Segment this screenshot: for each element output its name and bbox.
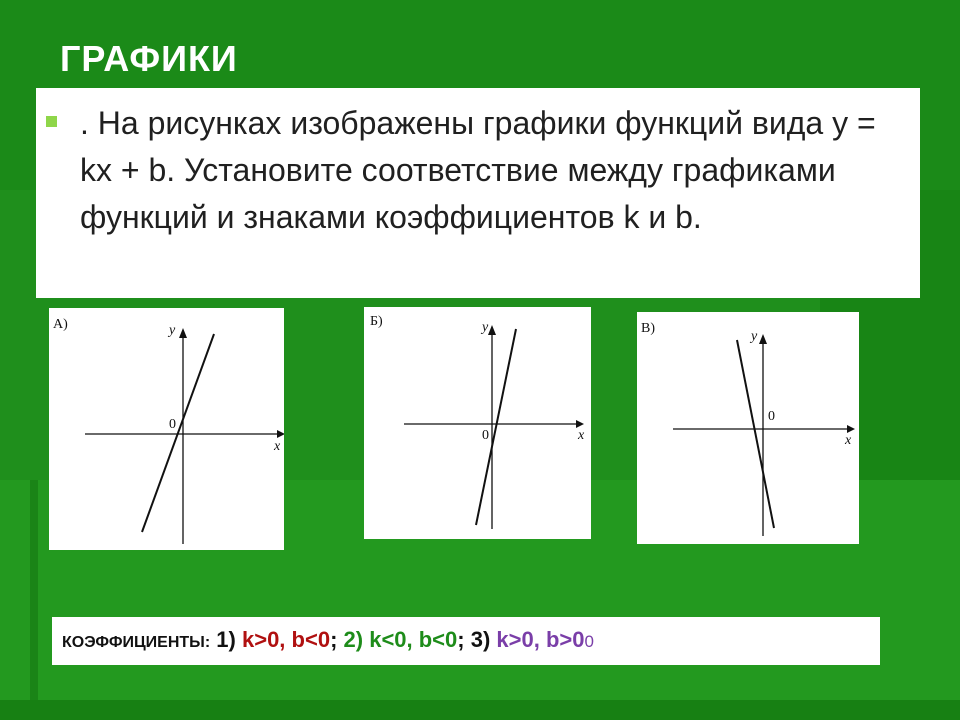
bullet-icon	[46, 116, 57, 127]
y-axis-arrow-icon	[179, 328, 187, 338]
origin-label: 0	[482, 428, 489, 443]
y-axis-arrow-icon	[759, 334, 767, 344]
option-1-separator: ;	[330, 627, 338, 652]
function-line	[142, 334, 214, 532]
graph-label: Б)	[370, 314, 383, 329]
x-axis-arrow-icon	[277, 430, 284, 438]
coefficients-box	[52, 617, 880, 665]
graph-panel-b	[364, 307, 591, 539]
x-axis-arrow-icon	[576, 420, 584, 428]
origin-label: 0	[169, 417, 176, 432]
option-2-text: k<0, b<0	[369, 627, 458, 652]
x-axis-arrow-icon	[847, 425, 855, 433]
x-axis-label: x	[274, 439, 281, 454]
option-1-number: 1)	[216, 627, 236, 652]
graph-b	[364, 307, 591, 539]
function-line	[476, 329, 516, 525]
option-1-text: k>0, b<0	[241, 627, 331, 652]
option-3-trailing: 0	[584, 632, 594, 651]
option-3-number: 3)	[470, 627, 491, 652]
coefficients-label: КОЭФФИЦИЕНТЫ:	[62, 634, 211, 651]
option-2-separator: ;	[457, 627, 465, 652]
function-line	[737, 340, 774, 528]
x-axis-label: x	[845, 433, 852, 448]
y-axis-label: y	[751, 329, 758, 344]
graph-panel-a	[49, 308, 284, 550]
coefficients-line	[62, 627, 594, 653]
slide-title: ГРАФИКИ	[60, 38, 238, 79]
graph-panel-c	[637, 312, 859, 544]
x-axis-label: x	[578, 428, 585, 443]
option-3-text: k>0, b>0	[496, 627, 585, 652]
option-2-number: 2)	[343, 627, 364, 652]
y-axis-label: y	[169, 323, 176, 338]
background-band-footer	[0, 700, 960, 720]
y-axis-arrow-icon	[488, 325, 496, 335]
background-line	[30, 480, 38, 720]
origin-label: 0	[768, 409, 775, 424]
graph-label: А)	[53, 317, 68, 332]
task-text: . На рисунках изображены графики функций вида y = kx + b. Установите соответствие между графиками функций и знаками коэффициентов k и b.	[80, 105, 876, 235]
graph-c	[637, 312, 859, 544]
graph-label: В)	[641, 321, 655, 336]
graph-a	[49, 308, 284, 550]
y-axis-label: y	[482, 320, 489, 335]
